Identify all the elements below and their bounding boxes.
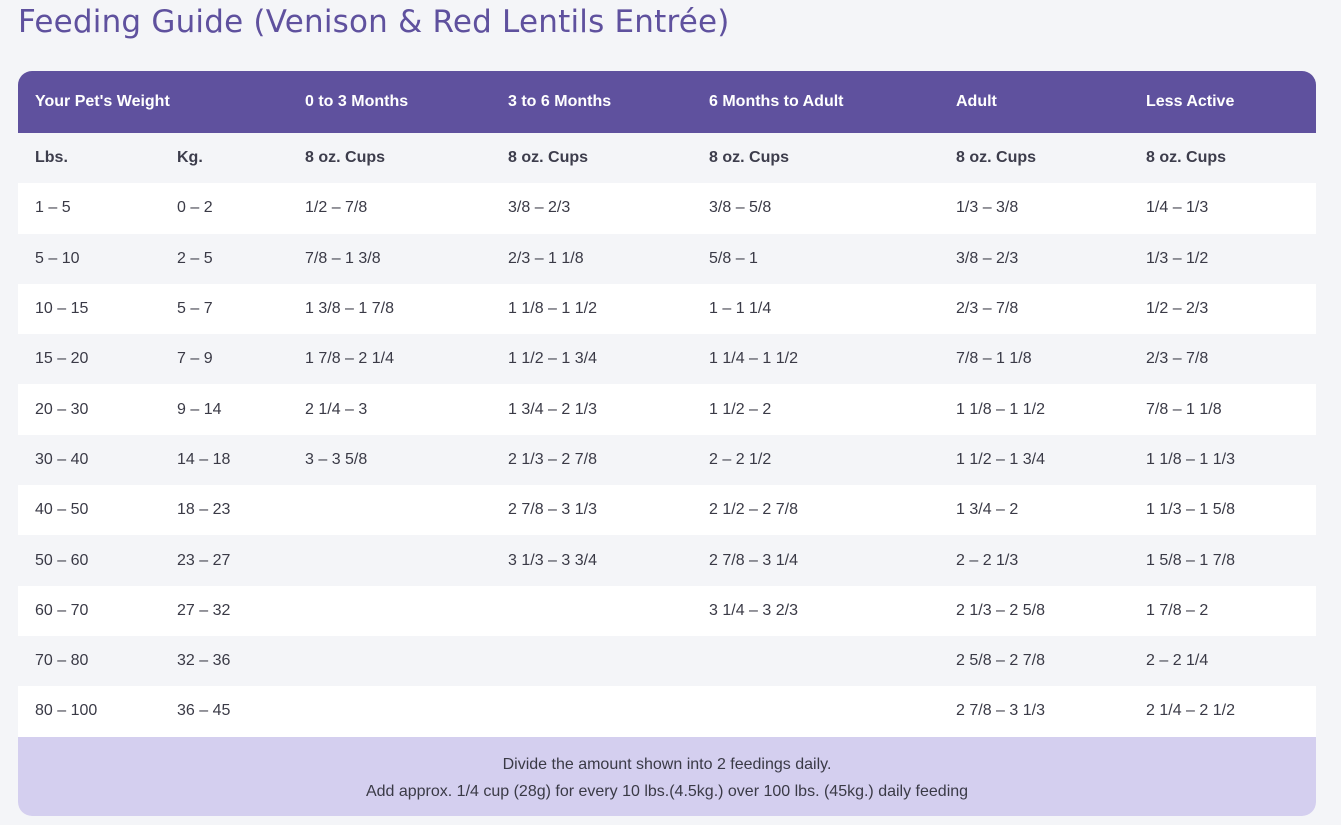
cell-6-months-to-adult: 1 1/4 – 1 1/2 — [709, 350, 798, 368]
cell-kg: 0 – 2 — [177, 199, 213, 217]
cell-less-active: 2 1/4 – 2 1/2 — [1146, 702, 1235, 720]
cell-3-to-6-months: 2/3 – 1 1/8 — [508, 249, 584, 267]
unit-cups: 8 oz. Cups — [709, 149, 790, 167]
cell-lbs: 60 – 70 — [35, 601, 89, 619]
header-pet-weight: Your Pet's Weight — [35, 93, 170, 110]
cell-less-active: 1 1/3 – 1 5/8 — [1146, 501, 1235, 519]
cell-lbs: 70 – 80 — [35, 652, 89, 670]
cell-3-to-6-months — [491, 686, 692, 736]
cell-less-active: 1/2 – 2/3 — [1146, 300, 1209, 318]
cell-adult: 1 1/2 – 1 3/4 — [956, 450, 1045, 468]
cell-0-to-3-months — [288, 535, 491, 585]
cell-less-active: 7/8 – 1 1/8 — [1146, 400, 1222, 418]
feeding-note-line-1: Divide the amount shown into 2 feedings daily. — [502, 755, 832, 773]
unit-cups: 8 oz. Cups — [1146, 149, 1227, 167]
cell-6-months-to-adult: 1 1/2 – 2 — [709, 400, 772, 418]
cell-kg: 5 – 7 — [177, 300, 213, 318]
cell-lbs: 50 – 60 — [35, 551, 89, 569]
header-0-to-3-months: 0 to 3 Months — [305, 93, 409, 110]
header-less-active: Less Active — [1146, 93, 1235, 110]
cell-kg: 23 – 27 — [177, 551, 231, 569]
table-row — [18, 586, 1316, 636]
table-row — [18, 485, 1316, 535]
unit-lbs: Lbs. — [35, 149, 68, 167]
cell-lbs: 20 – 30 — [35, 400, 89, 418]
feeding-guide-table — [18, 71, 1316, 737]
cell-adult: 2 – 2 1/3 — [956, 551, 1019, 569]
cell-3-to-6-months: 3/8 – 2/3 — [508, 199, 571, 217]
cell-3-to-6-months: 1 3/4 – 2 1/3 — [508, 400, 597, 418]
cell-0-to-3-months: 1/2 – 7/8 — [305, 199, 368, 217]
unit-cups: 8 oz. Cups — [508, 149, 589, 167]
feeding-note — [18, 737, 1316, 816]
cell-lbs: 40 – 50 — [35, 501, 89, 519]
cell-adult: 1 1/8 – 1 1/2 — [956, 400, 1045, 418]
cell-0-to-3-months: 2 1/4 – 3 — [305, 400, 368, 418]
cell-6-months-to-adult: 2 7/8 – 3 1/4 — [709, 551, 798, 569]
header-6-months-to-adult: 6 Months to Adult — [709, 93, 844, 110]
cell-3-to-6-months: 2 7/8 – 3 1/3 — [508, 501, 597, 519]
header-adult: Adult — [956, 93, 997, 110]
cell-3-to-6-months: 1 1/2 – 1 3/4 — [508, 350, 597, 368]
table-row — [18, 234, 1316, 284]
cell-3-to-6-months: 1 1/8 – 1 1/2 — [508, 300, 597, 318]
unit-kg: Kg. — [177, 149, 203, 167]
unit-cups: 8 oz. Cups — [305, 149, 386, 167]
cell-kg: 9 – 14 — [177, 400, 222, 418]
cell-0-to-3-months: 7/8 – 1 3/8 — [305, 249, 381, 267]
cell-6-months-to-adult: 3 1/4 – 3 2/3 — [709, 601, 798, 619]
cell-kg: 32 – 36 — [177, 652, 231, 670]
cell-0-to-3-months: 3 – 3 5/8 — [305, 450, 368, 468]
table-row — [18, 686, 1316, 736]
cell-less-active: 1/4 – 1/3 — [1146, 199, 1209, 217]
cell-less-active: 1 1/8 – 1 1/3 — [1146, 450, 1235, 468]
header-row — [18, 71, 1316, 133]
cell-6-months-to-adult: 2 – 2 1/2 — [709, 450, 772, 468]
cell-0-to-3-months — [288, 636, 491, 686]
cell-0-to-3-months — [288, 586, 491, 636]
cell-lbs: 80 – 100 — [35, 702, 98, 720]
table-row — [18, 636, 1316, 686]
unit-cups: 8 oz. Cups — [956, 149, 1037, 167]
cell-adult: 3/8 – 2/3 — [956, 249, 1019, 267]
cell-adult: 7/8 – 1 1/8 — [956, 350, 1032, 368]
cell-6-months-to-adult: 1 – 1 1/4 — [709, 300, 772, 318]
cell-3-to-6-months — [491, 586, 692, 636]
cell-kg: 2 – 5 — [177, 249, 213, 267]
cell-3-to-6-months: 3 1/3 – 3 3/4 — [508, 551, 597, 569]
table-row — [18, 384, 1316, 434]
cell-kg: 18 – 23 — [177, 501, 231, 519]
table-header — [18, 71, 1316, 133]
cell-0-to-3-months — [288, 485, 491, 535]
cell-adult: 1/3 – 3/8 — [956, 199, 1019, 217]
cell-6-months-to-adult — [692, 636, 939, 686]
cell-6-months-to-adult — [692, 686, 939, 736]
cell-kg: 27 – 32 — [177, 601, 231, 619]
cell-less-active: 1 5/8 – 1 7/8 — [1146, 551, 1235, 569]
cell-less-active: 2/3 – 7/8 — [1146, 350, 1209, 368]
feeding-guide-card — [18, 71, 1316, 816]
cell-lbs: 1 – 5 — [35, 199, 71, 217]
cell-3-to-6-months: 2 1/3 – 2 7/8 — [508, 450, 597, 468]
cell-less-active: 1/3 – 1/2 — [1146, 249, 1209, 267]
table-row — [18, 334, 1316, 384]
cell-0-to-3-months — [288, 686, 491, 736]
cell-adult: 2 1/3 – 2 5/8 — [956, 601, 1045, 619]
page-title: Feeding Guide (Venison & Red Lentils Entrée) — [18, 4, 730, 40]
cell-less-active: 1 7/8 – 2 — [1146, 601, 1209, 619]
cell-lbs: 15 – 20 — [35, 350, 89, 368]
cell-lbs: 10 – 15 — [35, 300, 89, 318]
table-row — [18, 183, 1316, 233]
cell-6-months-to-adult: 5/8 – 1 — [709, 249, 758, 267]
cell-kg: 14 – 18 — [177, 450, 231, 468]
cell-lbs: 5 – 10 — [35, 249, 80, 267]
cell-kg: 36 – 45 — [177, 702, 231, 720]
cell-adult: 2 5/8 – 2 7/8 — [956, 652, 1045, 670]
header-3-to-6-months: 3 to 6 Months — [508, 93, 612, 110]
table-row — [18, 435, 1316, 485]
table-row — [18, 284, 1316, 334]
cell-adult: 2 7/8 – 3 1/3 — [956, 702, 1045, 720]
cell-adult: 2/3 – 7/8 — [956, 300, 1019, 318]
units-row — [18, 133, 1316, 183]
feeding-note-line-2: Add approx. 1/4 cup (28g) for every 10 lbs.(4.5kg.) over 100 lbs. (45kg.) daily feeding — [365, 782, 969, 800]
cell-kg: 7 – 9 — [177, 350, 213, 368]
cell-3-to-6-months — [491, 636, 692, 686]
cell-0-to-3-months: 1 7/8 – 2 1/4 — [305, 350, 394, 368]
cell-less-active: 2 – 2 1/4 — [1146, 652, 1209, 670]
cell-0-to-3-months: 1 3/8 – 1 7/8 — [305, 300, 394, 318]
cell-adult: 1 3/4 – 2 — [956, 501, 1019, 519]
table-row — [18, 535, 1316, 585]
table-body — [18, 133, 1316, 737]
cell-lbs: 30 – 40 — [35, 450, 89, 468]
cell-6-months-to-adult: 3/8 – 5/8 — [709, 199, 772, 217]
cell-6-months-to-adult: 2 1/2 – 2 7/8 — [709, 501, 798, 519]
